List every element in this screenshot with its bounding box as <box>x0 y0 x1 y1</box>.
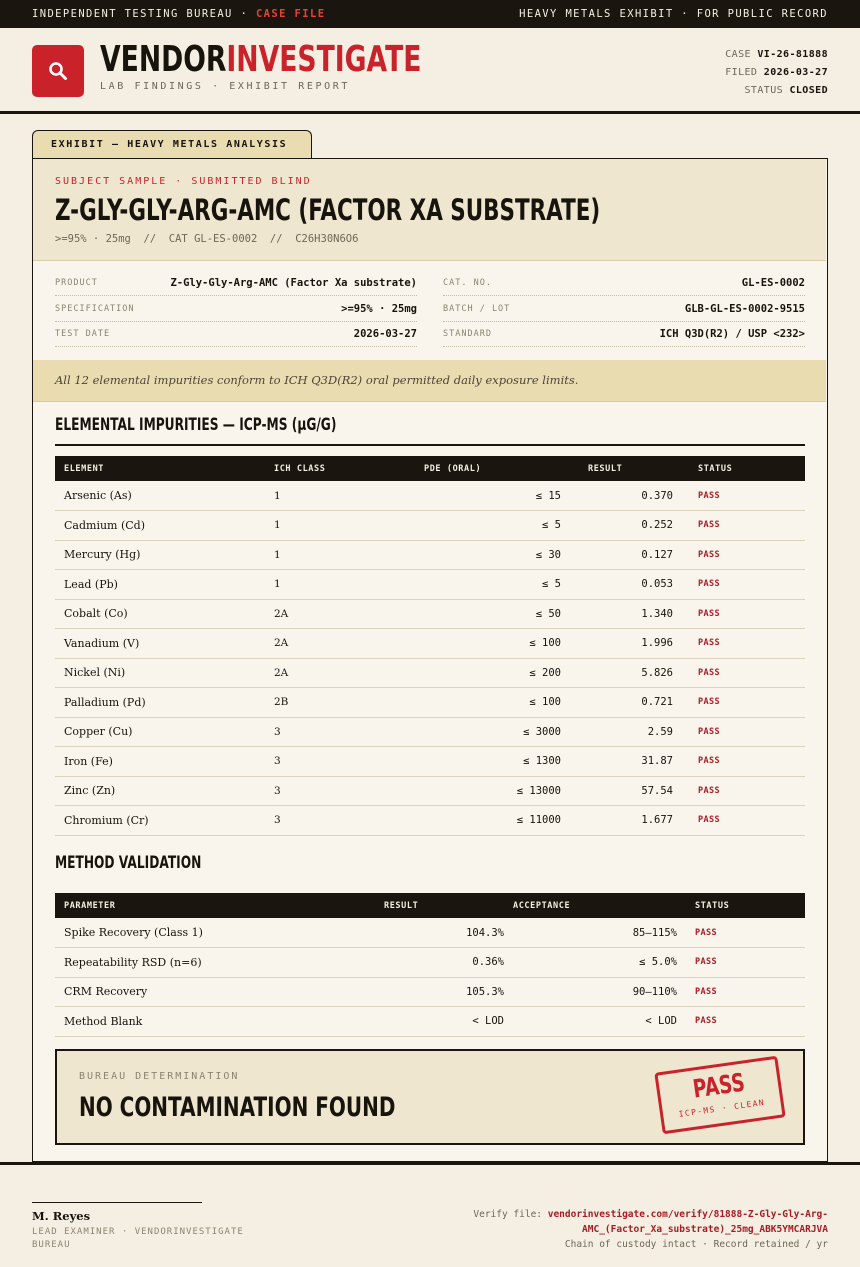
parameter-cell: Repeatability RSD (n=6) <box>55 948 345 978</box>
status-cell: PASS <box>682 511 805 541</box>
col-acceptance: ACCEPTANCE <box>513 893 686 918</box>
pde-cell: ≤ 50 <box>415 599 570 629</box>
ich-class-cell: 2A <box>265 629 415 659</box>
element-cell: Vanadium (V) <box>55 629 265 659</box>
ich-class-cell: 1 <box>265 481 415 511</box>
catalog-number-value: GL-ES-0002 <box>741 277 805 289</box>
fact-test-date: TEST DATE 2026-03-27 <box>55 322 417 347</box>
validation-header-row <box>55 893 805 918</box>
fact-standard: STANDARD ICH Q3D(R2) / USP <232> <box>443 322 805 347</box>
verify-link[interactable]: vendorinvestigate.com/verify/81888-Z-Gly-Gly-Arg- <box>547 1209 828 1220</box>
acceptance-cell: ≤ 5.0% <box>513 948 686 978</box>
status-row: STATUS CLOSED <box>744 85 828 96</box>
site-header <box>0 28 860 114</box>
pde-cell: ≤ 3000 <box>415 717 570 747</box>
case-status: CLOSED <box>789 85 828 96</box>
validation-row <box>55 948 805 978</box>
status-cell: PASS <box>682 629 805 659</box>
val-result-cell: 104.3% <box>345 918 513 948</box>
status-cell: PASS <box>682 747 805 777</box>
examiner-name: M. Reyes <box>32 1209 91 1223</box>
footer-rule <box>0 1162 860 1165</box>
col-element: ELEMENT <box>55 456 265 481</box>
pde-cell: ≤ 100 <box>415 688 570 718</box>
impurity-row <box>55 658 805 688</box>
determination-label: BUREAU DETERMINATION <box>79 1071 240 1082</box>
impurity-row <box>55 629 805 659</box>
exhibit-tab: EXHIBIT — HEAVY METALS ANALYSIS <box>32 130 312 159</box>
element-cell: Iron (Fe) <box>55 747 265 777</box>
result-cell: 0.127 <box>570 540 682 570</box>
acceptance-cell: 85–115% <box>513 918 686 948</box>
status-cell: PASS <box>682 540 805 570</box>
validation-table <box>55 893 805 1037</box>
impurities-table <box>55 456 805 836</box>
logo <box>32 45 84 97</box>
top-bar-left <box>32 8 325 20</box>
bureau-label: INDEPENDENT TESTING BUREAU · <box>32 8 256 20</box>
result-cell: 31.87 <box>570 747 682 777</box>
acceptance-cell: 90–110% <box>513 977 686 1007</box>
result-cell: 1.677 <box>570 806 682 836</box>
status-cell: PASS <box>682 717 805 747</box>
element-cell: Cobalt (Co) <box>55 599 265 629</box>
status-cell: PASS <box>682 599 805 629</box>
pde-cell: ≤ 11000 <box>415 806 570 836</box>
pde-cell: ≤ 5 <box>415 570 570 600</box>
determination-verdict: NO CONTAMINATION FOUND <box>79 1092 396 1123</box>
subject-block <box>33 159 826 261</box>
top-bar <box>0 0 860 28</box>
val-status-cell: PASS <box>686 948 805 978</box>
fact-product: PRODUCT Z-Gly-Gly-Arg-AMC (Factor Xa substrate) <box>55 271 417 296</box>
impurity-row <box>55 806 805 836</box>
filed-date-row: FILED 2026-03-27 <box>725 67 828 78</box>
verify-block <box>468 1207 828 1252</box>
pde-cell: ≤ 13000 <box>415 776 570 806</box>
pde-cell: ≤ 15 <box>415 481 570 511</box>
case-number: VI-26-81888 <box>757 49 828 60</box>
result-cell: 0.252 <box>570 511 682 541</box>
result-cell: 2.59 <box>570 717 682 747</box>
result-cell: 0.721 <box>570 688 682 718</box>
impurities-rule <box>55 444 805 446</box>
parameter-cell: Spike Recovery (Class 1) <box>55 918 345 948</box>
result-cell: 1.996 <box>570 629 682 659</box>
impurity-row <box>55 776 805 806</box>
result-cell: 1.340 <box>570 599 682 629</box>
element-cell: Arsenic (As) <box>55 481 265 511</box>
pde-cell: ≤ 30 <box>415 540 570 570</box>
case-file-label: CASE FILE <box>255 8 326 20</box>
impurity-row <box>55 481 805 511</box>
status-cell: PASS <box>682 481 805 511</box>
val-result-cell: 105.3% <box>345 977 513 1007</box>
batch-lot-value: GLB-GL-ES-0002-9515 <box>684 303 805 315</box>
pde-cell: ≤ 5 <box>415 511 570 541</box>
impurity-row <box>55 717 805 747</box>
val-result-cell: < LOD <box>345 1007 513 1037</box>
col-result: RESULT <box>570 456 682 481</box>
custody-note: Chain of custody intact · Record retained / yr <box>564 1239 828 1250</box>
specification-value: >=95% · 25mg <box>341 303 417 315</box>
ich-class-cell: 3 <box>265 747 415 777</box>
result-cell: 0.053 <box>570 570 682 600</box>
fact-catalog-number: CAT. NO. GL-ES-0002 <box>443 271 805 296</box>
pde-cell: ≤ 200 <box>415 658 570 688</box>
validation-row <box>55 977 805 1007</box>
validation-row <box>55 918 805 948</box>
ich-class-cell: 3 <box>265 806 415 836</box>
parameter-cell: CRM Recovery <box>55 977 345 1007</box>
element-cell: Cadmium (Cd) <box>55 511 265 541</box>
ich-class-cell: 1 <box>265 540 415 570</box>
element-cell: Zinc (Zn) <box>55 776 265 806</box>
test-date-value: 2026-03-27 <box>353 328 417 340</box>
ich-class-cell: 3 <box>265 776 415 806</box>
filed-date: 2026-03-27 <box>763 67 828 78</box>
element-cell: Mercury (Hg) <box>55 540 265 570</box>
verify-label: Verify file: <box>473 1209 548 1220</box>
brand-name <box>100 40 534 80</box>
case-meta <box>725 46 828 100</box>
impurity-row <box>55 570 805 600</box>
element-cell: Chromium (Cr) <box>55 806 265 836</box>
top-bar-right: HEAVY METALS EXHIBIT · FOR PUBLIC RECORD <box>519 8 828 20</box>
col-ich-class: ICH CLASS <box>265 456 415 481</box>
col-val-status: STATUS <box>686 893 805 918</box>
examiner-role: LEAD EXAMINER · VENDORINVESTIGATE BUREAU <box>32 1227 244 1250</box>
status-cell: PASS <box>682 806 805 836</box>
element-cell: Palladium (Pd) <box>55 688 265 718</box>
magnifier-icon <box>48 61 68 81</box>
subject-title: Z-GLY-GLY-ARG-AMC (FACTOR XA SUBSTRATE) <box>55 193 601 227</box>
ich-class-cell: 1 <box>265 511 415 541</box>
val-status-cell: PASS <box>686 918 805 948</box>
impurity-row <box>55 688 805 718</box>
parameter-cell: Method Blank <box>55 1007 345 1037</box>
pass-stamp <box>654 1056 785 1135</box>
element-cell: Lead (Pb) <box>55 570 265 600</box>
col-val-result: RESULT <box>345 893 513 918</box>
stamp-sub: ICP-MS · CLEAN <box>678 1097 766 1119</box>
impurity-row <box>55 540 805 570</box>
verify-link-continued[interactable]: AMC_(Factor_Xa_substrate)_25mg_ABK5YMCARJVA <box>582 1224 828 1235</box>
pde-cell: ≤ 100 <box>415 629 570 659</box>
stamp-main: PASS <box>690 1067 747 1104</box>
summary-banner: All 12 elemental impurities conform to ICH Q3D(R2) oral permitted daily exposure limits. <box>33 360 826 402</box>
standard-value: ICH Q3D(R2) / USP <232> <box>659 328 805 340</box>
brand-subtitle: LAB FINDINGS · EXHIBIT REPORT <box>100 81 350 92</box>
status-cell: PASS <box>682 688 805 718</box>
bureau-determination <box>55 1049 805 1145</box>
subject-spec-line: >=95% · 25mg // CAT GL-ES-0002 // C26H30N6O6 <box>55 233 359 245</box>
element-cell: Nickel (Ni) <box>55 658 265 688</box>
status-cell: PASS <box>682 658 805 688</box>
brand-part-vendor: VENDOR <box>100 39 227 80</box>
element-cell: Copper (Cu) <box>55 717 265 747</box>
col-parameter: PARAMETER <box>55 893 345 918</box>
impurities-title: ELEMENTAL IMPURITIES — ICP-MS (μG/G) <box>55 415 337 434</box>
impurity-row <box>55 747 805 777</box>
ich-class-cell: 2B <box>265 688 415 718</box>
fact-specification: SPECIFICATION >=95% · 25mg <box>55 297 417 322</box>
val-status-cell: PASS <box>686 1007 805 1037</box>
ich-class-cell: 2A <box>265 599 415 629</box>
status-cell: PASS <box>682 776 805 806</box>
ich-class-cell: 1 <box>265 570 415 600</box>
exhibit-panel <box>32 158 828 1162</box>
ich-class-cell: 2A <box>265 658 415 688</box>
col-status: STATUS <box>682 456 805 481</box>
ich-class-cell: 3 <box>265 717 415 747</box>
fact-batch-lot: BATCH / LOT GLB-GL-ES-0002-9515 <box>443 297 805 322</box>
col-pde: PDE (ORAL) <box>415 456 570 481</box>
impurities-header-row <box>55 456 805 481</box>
result-cell: 5.826 <box>570 658 682 688</box>
product-value: Z-Gly-Gly-Arg-AMC (Factor Xa substrate) <box>170 277 417 289</box>
brand-part-investigate: INVESTIGATE <box>226 39 422 80</box>
val-result-cell: 0.36% <box>345 948 513 978</box>
validation-row <box>55 1007 805 1037</box>
val-status-cell: PASS <box>686 977 805 1007</box>
validation-title: METHOD VALIDATION <box>55 853 202 872</box>
impurity-row <box>55 511 805 541</box>
pde-cell: ≤ 1300 <box>415 747 570 777</box>
case-number-row: CASE VI-26-81888 <box>725 49 828 60</box>
result-cell: 0.370 <box>570 481 682 511</box>
subject-kicker: SUBJECT SAMPLE · SUBMITTED BLIND <box>55 176 312 187</box>
acceptance-cell: < LOD <box>513 1007 686 1037</box>
impurity-row <box>55 599 805 629</box>
status-cell: PASS <box>682 570 805 600</box>
signature-line <box>32 1202 202 1203</box>
result-cell: 57.54 <box>570 776 682 806</box>
